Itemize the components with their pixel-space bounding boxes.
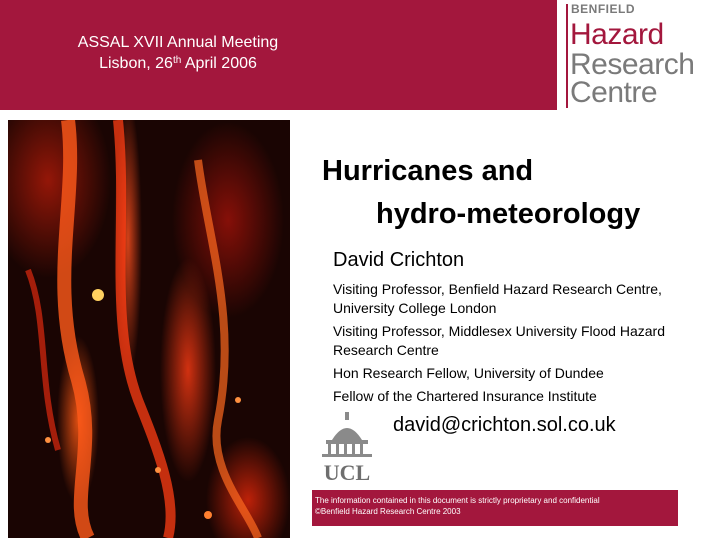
logo-rule: [566, 4, 568, 108]
title-line-1: Hurricanes and: [322, 155, 534, 187]
meeting-date: Lisbon, 26th April 2006: [99, 55, 257, 72]
benfield-logo: [559, 0, 720, 110]
affiliation-item: Fellow of the Chartered Insurance Institute: [333, 388, 597, 404]
logo-centre: Centre: [570, 76, 658, 109]
lava-photo: [8, 120, 290, 538]
logo-hazard: Hazard: [570, 18, 664, 51]
affiliation-list: [333, 280, 673, 410]
meeting-info: [48, 32, 308, 74]
lava-icon: [8, 120, 290, 538]
confidentiality-footer: [312, 490, 678, 526]
slide-title: [322, 150, 640, 236]
footer-line-1: The information contained in this document is strictly proprietary and confidential: [315, 496, 600, 505]
email-address: david@crichton.sol.co.uk: [393, 414, 616, 436]
logo-research: Research: [570, 48, 695, 81]
ucl-logo-text: UCL: [323, 460, 371, 485]
header-banner: [0, 0, 557, 110]
affiliation-item: Hon Research Fellow, University of Dundee: [333, 365, 604, 381]
logo-benfield: BENFIELD: [571, 2, 635, 16]
ucl-logo: [312, 410, 382, 486]
footer-line-2: ©Benfield Hazard Research Centre 2003: [315, 507, 461, 516]
author-name: David Crichton: [333, 249, 465, 271]
ucl-dome-icon: [312, 410, 382, 486]
meeting-name: ASSAL XVII Annual Meeting: [77, 34, 279, 51]
title-line-2: hydro-meteorology: [376, 198, 641, 230]
affiliation-item: Visiting Professor, Benfield Hazard Research Centre, University College London: [333, 281, 662, 316]
affiliation-item: Visiting Professor, Middlesex University Flood Hazard Research Centre: [333, 323, 665, 358]
